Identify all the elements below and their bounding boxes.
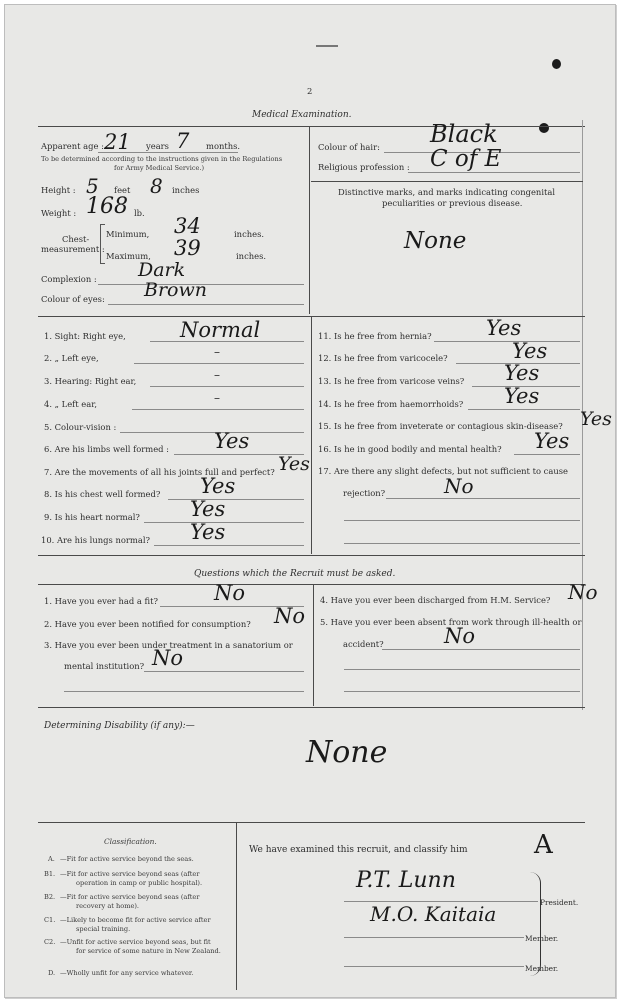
- age-line: [98, 152, 238, 153]
- exam-14-label: 14. Is he free from haemorrhoids?: [318, 399, 464, 409]
- q5-label-2: accident?: [343, 639, 384, 649]
- exam-14-line: [468, 409, 580, 410]
- classification-title: Classification.: [104, 837, 157, 846]
- exam-4-line: [132, 409, 304, 410]
- exam-3-line: [150, 386, 304, 387]
- class-b2-code: B2.: [44, 893, 56, 901]
- questions-bottom-rule: [38, 707, 585, 708]
- weight-label: Weight :: [41, 208, 77, 218]
- exam-17-label-cont: rejection?: [343, 488, 386, 498]
- age-note-1: To be determined according to the instructions given in the Regulations: [41, 155, 283, 163]
- exam-17-value: No: [444, 474, 474, 498]
- exam-17-line-2: [344, 520, 580, 521]
- exam-4-value: –: [214, 391, 220, 405]
- exam-2-value: –: [214, 345, 220, 359]
- eyes-line: [108, 304, 304, 305]
- exam-10-label: 10. Are his lungs normal?: [41, 535, 151, 545]
- q5-line-3: [344, 691, 580, 692]
- exam-15-label: 15. Is he free from inveterate or contagious skin-disease?: [318, 421, 563, 431]
- minimum-inches-label: inches.: [234, 229, 265, 239]
- eyes-value: Brown: [144, 279, 207, 301]
- president-line: [344, 901, 538, 902]
- inches-label: inches: [172, 185, 200, 195]
- exam-15-value: Yes: [580, 408, 612, 430]
- class-d-code: D.: [48, 969, 56, 977]
- chest-label-1: Chest-: [62, 234, 90, 244]
- q2-label: 2. Have you ever been notified for consumption?: [44, 619, 251, 629]
- q5-line-2: [344, 669, 580, 670]
- class-b1-code: B1.: [44, 870, 56, 878]
- exam-16-label: 16. Is he in good bodily and mental health?: [318, 444, 502, 454]
- q3-label-2: mental institution?: [64, 661, 145, 671]
- exam-10-value: Yes: [190, 520, 226, 544]
- class-b1-text-2: operation in camp or public hospital).: [76, 879, 203, 887]
- page-number: 2: [307, 86, 313, 96]
- complexion-value: Dark: [138, 259, 186, 281]
- classification-divider: [236, 822, 237, 990]
- maximum-value: 39: [174, 236, 201, 260]
- minimum-label: Minimum,: [106, 229, 150, 239]
- age-years-value: 21: [104, 130, 131, 154]
- ink-blot-hair: [539, 123, 549, 133]
- months-label: months.: [206, 141, 241, 151]
- weight-value: 168: [86, 194, 128, 219]
- marks-rule: [311, 181, 583, 182]
- class-c1-text-2: special training.: [76, 925, 131, 933]
- exam-16-line: [514, 454, 580, 455]
- president-label: President.: [540, 898, 579, 907]
- questions-rule: [38, 584, 585, 585]
- minimum-value: 34: [174, 214, 201, 238]
- exam-8-line: [168, 499, 304, 500]
- religion-line: [408, 172, 580, 173]
- q5-line-1: [382, 649, 580, 650]
- classification-rule: [38, 822, 585, 823]
- q2-value: No: [274, 604, 306, 628]
- exam-13-value: Yes: [504, 361, 540, 385]
- certify-statement: We have examined this recruit, and classify him: [249, 845, 468, 855]
- height-label: Height :: [41, 185, 76, 195]
- class-a-text: —Fit for active service beyond the seas.: [60, 855, 194, 863]
- exam-8-label: 8. Is his chest well formed?: [44, 489, 161, 499]
- marks-label-2: peculiarities or previous disease.: [382, 198, 523, 208]
- exam-17-label: 17. Are there any slight defects, but not sufficient to cause: [318, 466, 568, 476]
- exam-2-line: [134, 363, 304, 364]
- exam-12-value: Yes: [512, 339, 548, 363]
- exam-5-label: 5. Colour-vision :: [44, 422, 117, 432]
- exam-8-value: Yes: [200, 474, 236, 498]
- marks-value: None: [404, 228, 467, 254]
- exam-14-value: Yes: [504, 384, 540, 408]
- class-c1-text-1: —Likely to become fit for active service after: [60, 916, 211, 924]
- q4-label: 4. Have you ever been discharged from H.M. Service?: [320, 595, 551, 605]
- exam-7-label: 7. Are the movements of all his joints full and perfect?: [44, 467, 275, 477]
- questions-divider: [313, 584, 314, 706]
- eyes-label: Colour of eyes:: [41, 294, 105, 304]
- exam-11-label: 11. Is he free from hernia?: [318, 331, 432, 341]
- height-feet-value: 5: [86, 174, 99, 198]
- top-divider: [309, 126, 310, 314]
- questions-title: Questions which the Recruit must be asked.: [194, 569, 396, 579]
- exam-1-line: [150, 341, 304, 342]
- disability-value: None: [306, 735, 388, 770]
- exam-10-line: [154, 545, 304, 546]
- exam-3-label: 3. Hearing: Right ear,: [44, 376, 137, 386]
- marks-label-1: Distinctive marks, and marks indicating congenital: [338, 187, 556, 197]
- class-c1-code: C1.: [44, 916, 56, 924]
- scan-mark: [316, 45, 338, 47]
- exam-9-value: Yes: [190, 497, 226, 521]
- q1-value: No: [214, 581, 246, 605]
- age-label: Apparent age :: [41, 141, 104, 151]
- form-title: Medical Examination.: [252, 110, 352, 120]
- ink-blot-top: [552, 59, 561, 69]
- class-b2-text-2: recovery at home).: [76, 902, 140, 910]
- exam-3-value: –: [214, 368, 220, 382]
- signature-brace: [530, 872, 541, 976]
- class-value: A: [534, 830, 553, 860]
- q3-line-1: [144, 671, 304, 672]
- class-b1-text-1: —Fit for active service beyond seas (after: [60, 870, 200, 878]
- religion-value: C of E: [430, 146, 502, 172]
- height-inches-value: 8: [150, 174, 163, 198]
- exam-16-value: Yes: [534, 429, 570, 453]
- member-line-2: [344, 966, 524, 967]
- exam-6-value: Yes: [214, 429, 250, 453]
- member-label-2: Member.: [525, 964, 559, 973]
- member-line-1: [344, 937, 524, 938]
- chest-label-2: measurement :: [41, 244, 105, 254]
- complexion-label: Complexion :: [41, 274, 97, 284]
- maximum-inches-label: inches.: [236, 251, 267, 261]
- class-a-code: A.: [48, 855, 55, 863]
- top-rule: [38, 126, 585, 127]
- class-b2-text-1: —Fit for active service beyond seas (after: [60, 893, 200, 901]
- disability-label: Determining Disability (if any):—: [44, 721, 195, 731]
- class-c2-text-1: —Unfit for active service beyond seas, but fit: [60, 938, 211, 946]
- years-label: years: [146, 141, 169, 151]
- q5-value: No: [444, 624, 476, 648]
- maximum-label: Maximum,: [106, 251, 151, 261]
- hair-value: Black: [430, 120, 498, 148]
- lb-label: lb.: [134, 208, 145, 218]
- exam-1-value: Normal: [180, 318, 261, 342]
- class-c2-code: C2.: [44, 938, 56, 946]
- q4-value: No: [568, 580, 598, 604]
- exam-17-line-3: [344, 543, 580, 544]
- age-note-2: for Army Medical Service.): [114, 164, 205, 172]
- hair-label: Colour of hair:: [318, 142, 380, 152]
- q3-label-1: 3. Have you ever been under treatment in a sanatorium or: [44, 640, 293, 650]
- q1-label: 1. Have you ever had a fit?: [44, 596, 158, 606]
- chest-brace: [100, 224, 105, 264]
- exam-12-label: 12. Is he free from varicocele?: [318, 353, 448, 363]
- feet-label: feet: [114, 185, 131, 195]
- signature-2: M.O. Kaitaia: [370, 902, 497, 926]
- q3-line-2: [64, 691, 304, 692]
- exam-bottom-rule: [38, 555, 585, 556]
- class-c2-text-2: for service of some nature in New Zealand.: [76, 947, 221, 955]
- exam-9-label: 9. Is his heart normal?: [44, 512, 140, 522]
- q5-label-1: 5. Have you ever been absent from work through ill-health or: [320, 617, 582, 627]
- religion-label: Religious profession :: [318, 162, 410, 172]
- exam-11-value: Yes: [486, 316, 522, 340]
- exam-13-label: 13. Is he free from varicose veins?: [318, 376, 465, 386]
- class-d-text: —Wholly unfit for any service whatever.: [60, 969, 194, 977]
- exam-2-label: 2. „ Left eye,: [44, 353, 99, 363]
- signature-1: P.T. Lunn: [356, 868, 456, 893]
- exam-1-label: 1. Sight: Right eye,: [44, 331, 126, 341]
- exam-7-value: Yes: [278, 453, 310, 475]
- exam-17-line-1: [386, 498, 580, 499]
- exam-11-line: [434, 341, 580, 342]
- exam-4-label: 4. „ Left ear,: [44, 399, 97, 409]
- exam-6-label: 6. Are his limbs well formed :: [44, 444, 170, 454]
- exam-divider: [311, 316, 312, 554]
- q3-value: No: [152, 646, 184, 670]
- member-label-1: Member.: [525, 934, 559, 943]
- age-months-value: 7: [176, 129, 190, 153]
- exam-5-line: [120, 432, 304, 433]
